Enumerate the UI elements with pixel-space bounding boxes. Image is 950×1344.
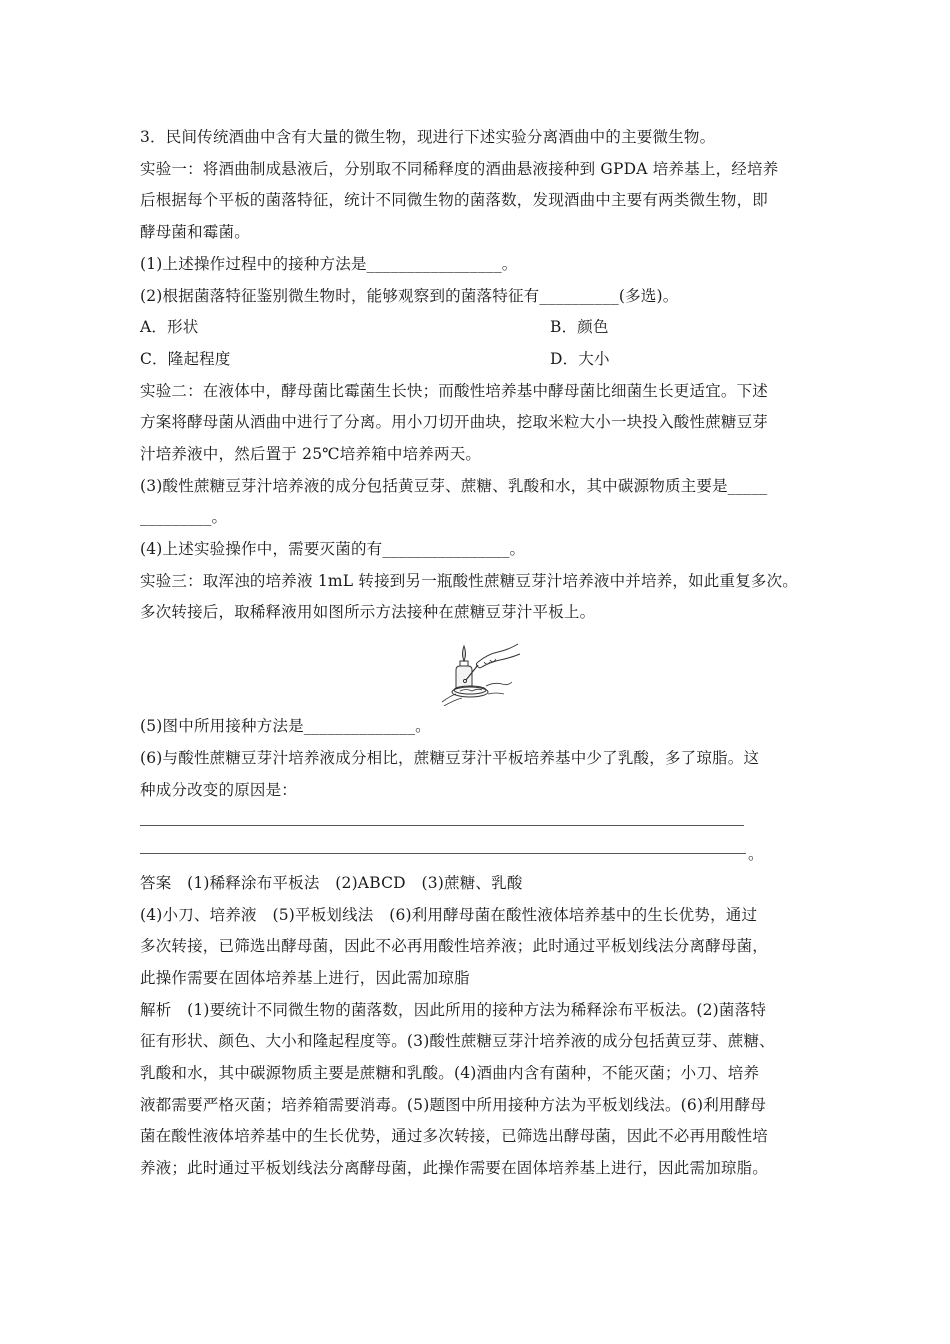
question-5: (5)图中所用接种方法是______________。 — [140, 717, 431, 735]
question-4: (4)上述实验操作中，需要灭菌的有________________。 — [140, 540, 526, 558]
analysis-line-6: 养液；此时通过平板划线法分离酵母菌，此操作需要在固体培养基上进行，因此需加琼脂。 — [140, 1159, 769, 1177]
experiment-1-line-2: 后根据每个平板的菌落特征，统计不同微生物的菌落数，发现酒曲中主要有两类微生物，即 — [140, 191, 769, 209]
options-row-1 — [140, 316, 820, 338]
question-3-line-1: (3)酸性蔗糖豆芽汁培养液的成分包括黄豆芽、蔗糖、乳酸和水，其中碳源物质主要是_____ — [140, 477, 768, 495]
question-3-line-2: _________。 — [140, 508, 228, 526]
experiment-1-line-1: 实验一：将酒曲制成悬液后，分别取不同稀释度的酒曲悬液接种到 GPDA 培养基上，经培养 — [140, 160, 779, 178]
analysis-line-2: 征有形状、颜色、大小和隆起程度等。(3)酸性蔗糖豆芽汁培养液的成分包括黄豆芽、蔗糖、 — [140, 1032, 775, 1050]
question-2: (2)根据菌落特征鉴别微生物时，能够观察到的菌落特征有__________(多选)。 — [140, 287, 679, 305]
options-row-2 — [140, 348, 820, 370]
answer-blank-line-2 — [140, 853, 746, 854]
experiment-1-line-3: 酵母菌和霉菌。 — [140, 223, 250, 241]
experiment-3-line-1: 实验三：取浑浊的培养液 1mL 转接到另一瓶酸性蔗糖豆芽汁培养液中并培养，如此重复多次。 — [140, 572, 799, 590]
option-c: C．隆起程度 — [140, 350, 231, 368]
answer-line-4: 此操作需要在固体培养基上进行，因此需加琼脂 — [140, 969, 470, 987]
question-6-line-1: (6)与酸性蔗糖豆芽汁培养液成分相比，蔗糖豆芽汁平板培养基中少了乳酸，多了琼脂。这 — [140, 749, 760, 767]
question-6-line-2: 种成分改变的原因是： — [140, 781, 298, 799]
experiment-2-line-2: 方案将酵母菌从酒曲中进行了分离。用小刀切开曲块，挖取米粒大小一块投入酸性蔗糖豆芽 — [140, 413, 769, 431]
option-b: B．颜色 — [550, 318, 609, 336]
analysis-line-5: 菌在酸性液体培养基中的生长优势，通过多次转接，已筛选出酵母菌，因此不必再用酸性培 — [140, 1127, 769, 1145]
experiment-3-line-2: 多次转接后，取稀释液用如图所示方法接种在蔗糖豆芽汁平板上。 — [140, 603, 596, 621]
question-stem: 3．民间传统酒曲中含有大量的微生物，现进行下述实验分离酒曲中的主要微生物。 — [140, 128, 716, 146]
answer-line-1: 答案 (1)稀释涂布平板法 (2)ABCD (3)蔗糖、乳酸 — [140, 874, 523, 892]
answer-blank-line-1 — [140, 825, 744, 826]
experiment-2-line-1: 实验二：在液体中，酵母菌比霉菌生长快；而酸性培养基中酵母菌比细菌生长更适宜。下述 — [140, 382, 769, 400]
answer-line-2: (4)小刀、培养液 (5)平板划线法 (6)利用酵母菌在酸性液体培养基中的生长优势，通过 — [140, 906, 758, 924]
analysis-line-4: 液都需要严格灭菌；培养箱需要消毒。(5)题图中所用接种方法为平板划线法。(6)利用酵母 — [140, 1096, 767, 1114]
analysis-line-1: 解析 (1)要统计不同微生物的菌落数，因此所用的接种方法为稀释涂布平板法。(2)菌落特 — [140, 1001, 767, 1019]
option-d: D．大小 — [550, 350, 610, 368]
option-a: A．形状 — [140, 318, 199, 336]
question-1: (1)上述操作过程中的接种方法是_________________。 — [140, 255, 518, 273]
answer-line-3: 多次转接，已筛选出酵母菌，因此不必再用酸性培养液；此时通过平板划线法分离酵母菌， — [140, 937, 769, 955]
answer-blank-period: 。 — [748, 845, 764, 863]
analysis-line-3: 乳酸和水，其中碳源物质主要是蔗糖和乳酸。(4)酒曲内含有菌种，不能灭菌；小刀、培养 — [140, 1064, 760, 1082]
streak-plate-inoculation-illustration — [432, 636, 524, 706]
experiment-2-line-3: 汁培养液中，然后置于 25℃培养箱中培养两天。 — [140, 445, 482, 463]
